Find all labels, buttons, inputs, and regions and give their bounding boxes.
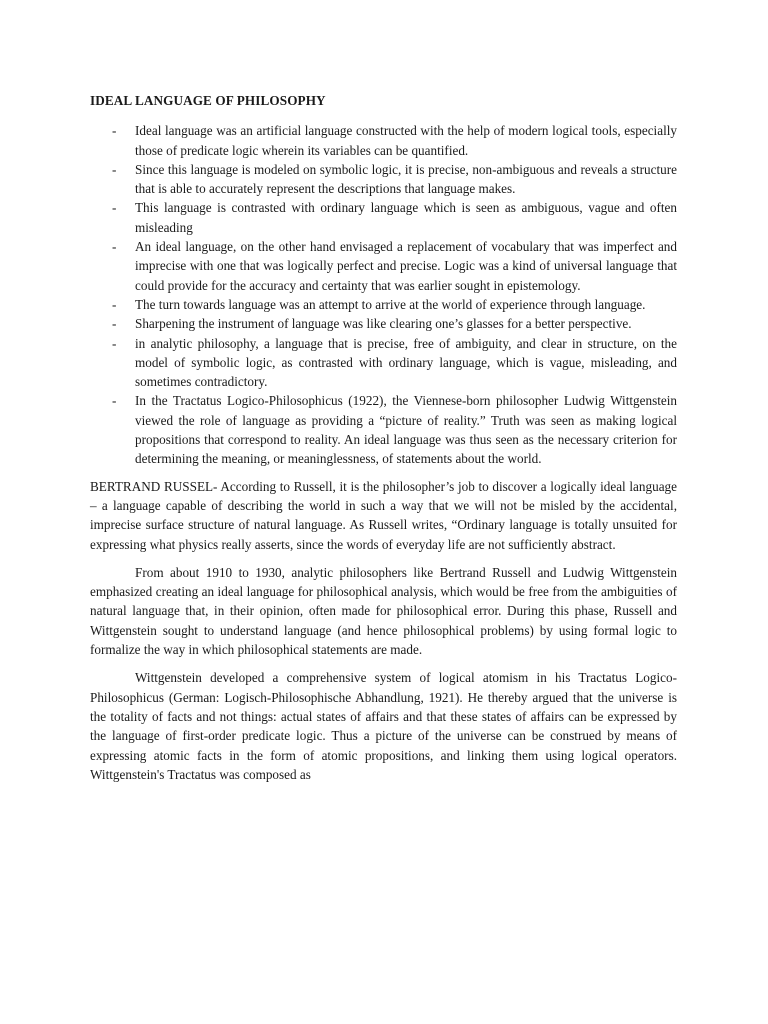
bullet-item: [90, 334, 677, 392]
bullet-item: [90, 314, 677, 333]
bullet-text: Ideal language was an artificial language constructed with the help of modern logical tools, especially those of predicate logic wherein its variables can be quantified.: [135, 123, 677, 158]
bullet-list: [90, 121, 677, 468]
bullet-dash: -: [112, 316, 117, 332]
bullet-dash: -: [112, 296, 117, 312]
bullet-item: [90, 391, 677, 468]
bullet-dash: -: [112, 123, 117, 139]
bullet-dash: -: [112, 393, 117, 409]
analytic-philosophy-paragraph: From about 1910 to 1930, analytic philosophers like Bertrand Russell and Ludwig Wittgenstein emphasized creating an ideal language for philosophical analysis, which would be free from the ambiguities of natural language that, in their opinion, often made for philosophical error. During this phase, Russell and Wittgenstein sought to understand language (and hence philosophical problems) by using formal logic to formalize the way in which philosophical statements are made.: [90, 564, 677, 658]
bullet-dash: -: [112, 200, 117, 216]
bullet-dash: -: [112, 239, 117, 255]
bullet-text: This language is contrasted with ordinary language which is seen as ambiguous, vague and often misleading: [135, 200, 677, 235]
bullet-text: Sharpening the instrument of language was like clearing one’s glasses for a better perspective.: [135, 316, 632, 332]
document-page: [90, 91, 677, 784]
bullet-item: [90, 237, 677, 295]
wittgenstein-paragraph: Wittgenstein developed a comprehensive system of logical atomism in his Tractatus Logico-Philosophicus (German: Logisch-Philosophische Abhandlung, 1921). He thereby argued that the universe is the totality of facts and not things: actual states of affairs and that these states of affairs can be expressed by the language of first-order predicate logic. Thus a picture of the universe can be construed by means of expressing atomic facts in the form of atomic propositions, and linking them using logical operators. Wittgenstein's Tractatus was composed as: [90, 670, 677, 782]
bullet-item: [90, 295, 677, 314]
bullet-text: The turn towards language was an attempt to arrive at the world of experience through language.: [135, 296, 646, 312]
document-heading: IDEAL LANGUAGE OF PHILOSOPHY: [90, 93, 326, 108]
russell-paragraph: BERTRAND RUSSEL- According to Russell, it is the philosopher’s job to discover a logically ideal language – a language capable of describing the world in such a way that we will not be misled by the accidental, imprecise surface structure of natural language. As Russell writes, “Ordinary language is totally unsuited for expressing what physics really asserts, since the words of everyday life are not sufficiently abstract.: [90, 478, 677, 552]
bullet-item: [90, 121, 677, 160]
bullet-item: [90, 198, 677, 237]
bullet-dash: -: [112, 335, 117, 351]
bullet-item: [90, 160, 677, 199]
bullet-dash: -: [112, 161, 117, 177]
bullet-text: Since this language is modeled on symbolic logic, it is precise, non-ambiguous and reveals a structure that is able to accurately represent the descriptions that language makes.: [135, 161, 677, 197]
bullet-text: An ideal language, on the other hand envisaged a replacement of vocabulary that was imperfect and imprecise with one that was logically perfect and precise. Logic was a kind of universal language that could provide for the accuracy and certainty that was earlier sought in epistemology.: [135, 239, 677, 293]
bullet-text: In the Tractatus Logico-Philosophicus (1922), the Viennese-born philosopher Ludwig Wittgenstein viewed the role of language as providing a “picture of reality.” Truth was seen as making logical propositions that correspond to reality. An ideal language was thus seen as the necessary criterion for determining the meaning, or meaninglessness, of statements about the world.: [135, 393, 677, 467]
bullet-text: in analytic philosophy, a language that is precise, free of ambiguity, and clear in structure, on the model of symbolic logic, as contrasted with ordinary language, which is vague, misleading, and sometimes contradictory.: [135, 335, 677, 390]
